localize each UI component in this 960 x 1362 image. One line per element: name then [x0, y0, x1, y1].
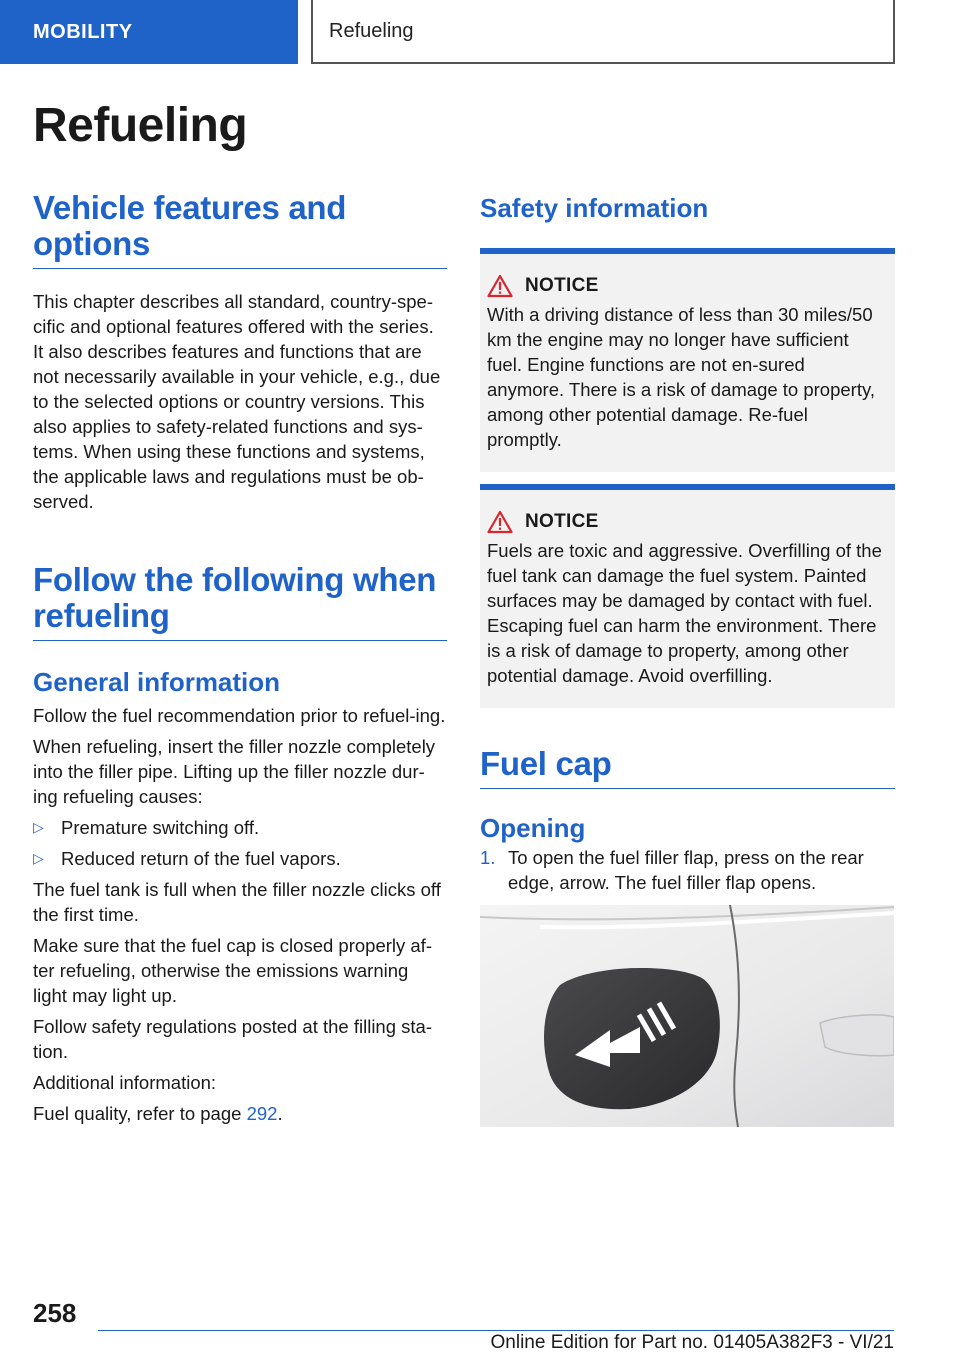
opening-heading: Opening	[480, 813, 586, 843]
notice-box-2	[480, 484, 895, 708]
notice-text: Fuels are toxic and aggressive. Overfilling of the fuel tank can damage the fuel system. Painted surfaces may be damaged by contact with fuel. Escaping fuel can harm the environment. There is a risk of damage to property, among other potential damage. Avoid overfilling.	[487, 540, 882, 686]
fuel-quality-text: Fuel quality, refer to page	[33, 1103, 247, 1124]
general-paragraph-4: Make sure that the fuel cap is closed properly af-ter refueling, otherwise the emissions warning light may light up.	[33, 935, 432, 1006]
section-label: MOBILITY	[33, 20, 133, 43]
safety-information-heading: Safety information	[480, 193, 709, 223]
step-text: To open the fuel filler flap, press on the rear edge, arrow. The fuel filler flap opens.	[508, 847, 864, 893]
general-paragraph-1: Follow the fuel recommendation prior to refuel-ing.	[33, 705, 446, 726]
triangle-bullet-icon: ▷	[33, 819, 44, 835]
follow-heading: Follow the following when refueling	[33, 562, 447, 641]
chapter-tab	[311, 0, 895, 64]
notice-title: NOTICE	[525, 511, 599, 532]
list-item-text: Reduced return of the fuel vapors.	[61, 848, 341, 869]
fuel-quality-reference	[33, 1101, 447, 1126]
fuel-quality-suffix: .	[277, 1103, 283, 1124]
general-paragraph-2: When refueling, insert the filler nozzle completely into the filler pipe. Lifting up the filler nozzle dur-ing refueling causes:	[33, 736, 436, 807]
chapter-label: Refueling	[329, 19, 414, 42]
triangle-bullet-icon: ▷	[33, 850, 44, 866]
notice-text: With a driving distance of less than 30 miles/50 km the engine may no longer have sufficient fuel. Engine functions are not en-sured anymore. There is a risk of damage to property, among other potential damage. Re-fuel promptly.	[487, 304, 875, 450]
vehicle-features-heading: Vehicle features and options	[33, 190, 447, 269]
notice-box-1	[480, 248, 895, 472]
vehicle-features-text: This chapter describes all standard, country-spe-cific and optional features offered with the series. It also describes features and functions that are not necessarily available in your vehicle, e.g., due to the selected options or country versions. This also applies to safety-related functions and sys-tems. When using these functions and systems, the applicable laws and regulations must be ob-served.	[33, 291, 441, 512]
step-item	[480, 845, 895, 895]
page-title: Refueling	[33, 99, 248, 152]
step-number: 1.	[480, 847, 496, 868]
fuel-cap-heading: Fuel cap	[480, 746, 895, 789]
general-paragraph-3: The fuel tank is full when the filler nozzle clicks off the first time.	[33, 879, 441, 925]
right-column	[480, 190, 895, 1127]
edition-note: Online Edition for Part no. 01405A382F3 - VI/21	[490, 1332, 894, 1353]
section-tab	[0, 0, 298, 64]
page-link-292[interactable]: 292	[246, 1103, 278, 1124]
bullet-list	[33, 815, 447, 871]
notice-title: NOTICE	[525, 275, 599, 296]
warning-triangle-icon	[487, 274, 513, 298]
general-information-heading: General information	[33, 667, 281, 697]
left-column	[33, 190, 447, 1126]
notice-header	[487, 274, 887, 298]
list-item	[33, 846, 447, 871]
general-paragraph-6: Additional information:	[33, 1072, 217, 1093]
page-number: 258	[33, 1298, 77, 1328]
notice-header	[487, 510, 887, 534]
fuel-filler-flap-photo	[480, 905, 894, 1127]
warning-triangle-icon	[487, 510, 513, 534]
list-item	[33, 815, 447, 840]
footer-divider	[98, 1330, 894, 1331]
general-paragraph-5: Follow safety regulations posted at the filling sta-tion.	[33, 1016, 432, 1062]
list-item-text: Premature switching off.	[61, 817, 260, 838]
